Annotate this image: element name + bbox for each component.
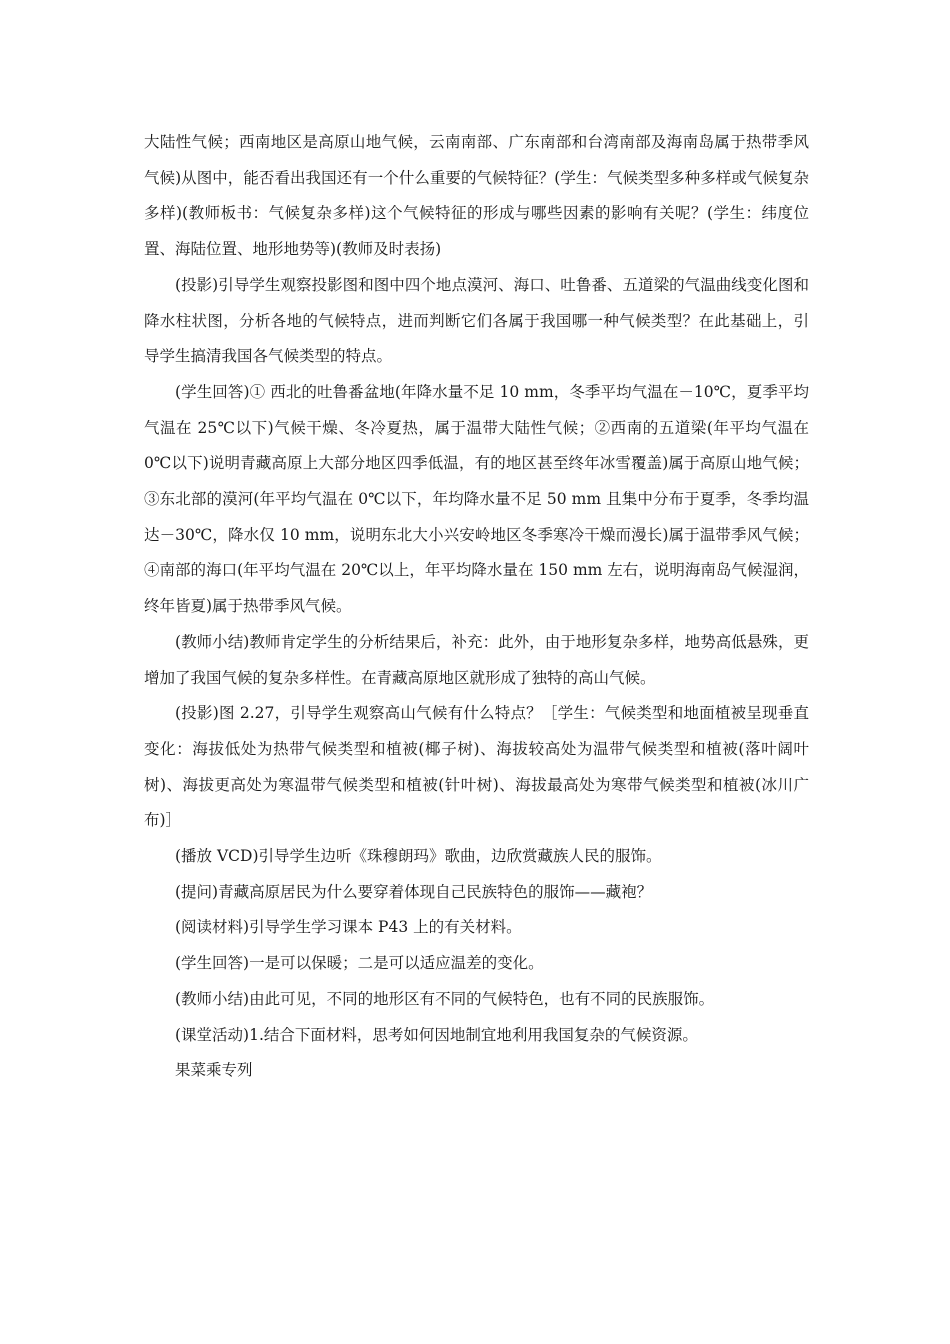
paragraph-student-answer: (学生回答)① 西北的吐鲁番盆地(年降水量不足 10 mm，冬季平均气温在－10℃，夏季平均气温在 25℃以下)气候干燥、冬冷夏热，属于温带大陆性气候；②西南的五道梁(年平均气温在 0℃以下)说明青藏高原上大部分地区四季低温，有的地区甚至终年冰雪覆盖)属于高原山地气候；③东北部的漠河(年平均气温在 0℃以下，年均降水量不足 50 mm 且集中分布于夏季，冬季均温达－30℃，降水仅 10 mm，说明东北大小兴安岭地区冬季寒冷干燥而漫长)属于温带季风气候；④南部的海口(年平均气温在 20℃以上，年平均降水量在 150 mm 左右，说明海南岛气候湿润，终年皆夏)属于热带季风气候。 — [144, 382, 809, 616]
paragraph-reading-material: (阅读材料)引导学生学习课本 P43 上的有关材料。 — [175, 918, 522, 937]
document-body — [144, 125, 809, 1089]
paragraph-projection: (投影)引导学生观察投影图和图中四个地点漠河、海口、吐鲁番、五道梁的气温曲线变化图和降水柱状图，分析各地的气候特点，进而判断它们各属于我国哪一种气候类型？在此基础上，引导学生搞清我国各气候类型的特点。 — [144, 275, 809, 366]
paragraph-continuation: 大陆性气候；西南地区是高原山地气候，云南南部、广东南部和台湾南部及海南岛属于热带季风气候)从图中，能否看出我国还有一个什么重要的气候特征？(学生：气候类型多种多样或气候复杂多样)(教师板书：气候复杂多样)这个气候特征的形成与哪些因素的影响有关呢？(学生：纬度位置、海陆位置、地形地势等)(教师及时表扬) — [144, 133, 809, 259]
paragraph-class-activity: (课堂活动)1.结合下面材料，思考如何因地制宜地利用我国复杂的气候资源。 — [175, 1025, 698, 1044]
paragraph-student-answer-2: (学生回答)一是可以保暖；二是可以适应温差的变化。 — [175, 954, 544, 973]
paragraph-teacher-summary-2: (教师小结)由此可见，不同的地形区有不同的气候特色，也有不同的民族服饰。 — [175, 989, 715, 1008]
paragraph-play-vcd: (播放 VCD)引导学生边听《珠穆朗玛》歌曲，边欣赏藏族人民的服饰。 — [175, 847, 662, 866]
paragraph-projection-figure: (投影)图 2.27，引导学生观察高山气候有什么特点？［学生：气候类型和地面植被呈现垂直变化：海拔低处为热带气候类型和植被(椰子树)、海拔较高处为温带气候类型和植被(落叶阔叶树)、海拔更高处为寒温带气候类型和植被(针叶树)、海拔最高处为寒带气候类型和植被(冰川广布)］ — [144, 704, 809, 830]
paragraph-heading-fruit-train: 果菜乘专列 — [175, 1061, 253, 1080]
paragraph-question: (提问)青藏高原居民为什么要穿着体现自己民族特色的服饰——藏袍？ — [175, 882, 653, 901]
paragraph-teacher-summary: (教师小结)教师肯定学生的分析结果后，补充：此外，由于地形复杂多样，地势高低悬殊，更增加了我国气候的复杂多样性。在青藏高原地区就形成了独特的高山气候。 — [144, 632, 809, 687]
